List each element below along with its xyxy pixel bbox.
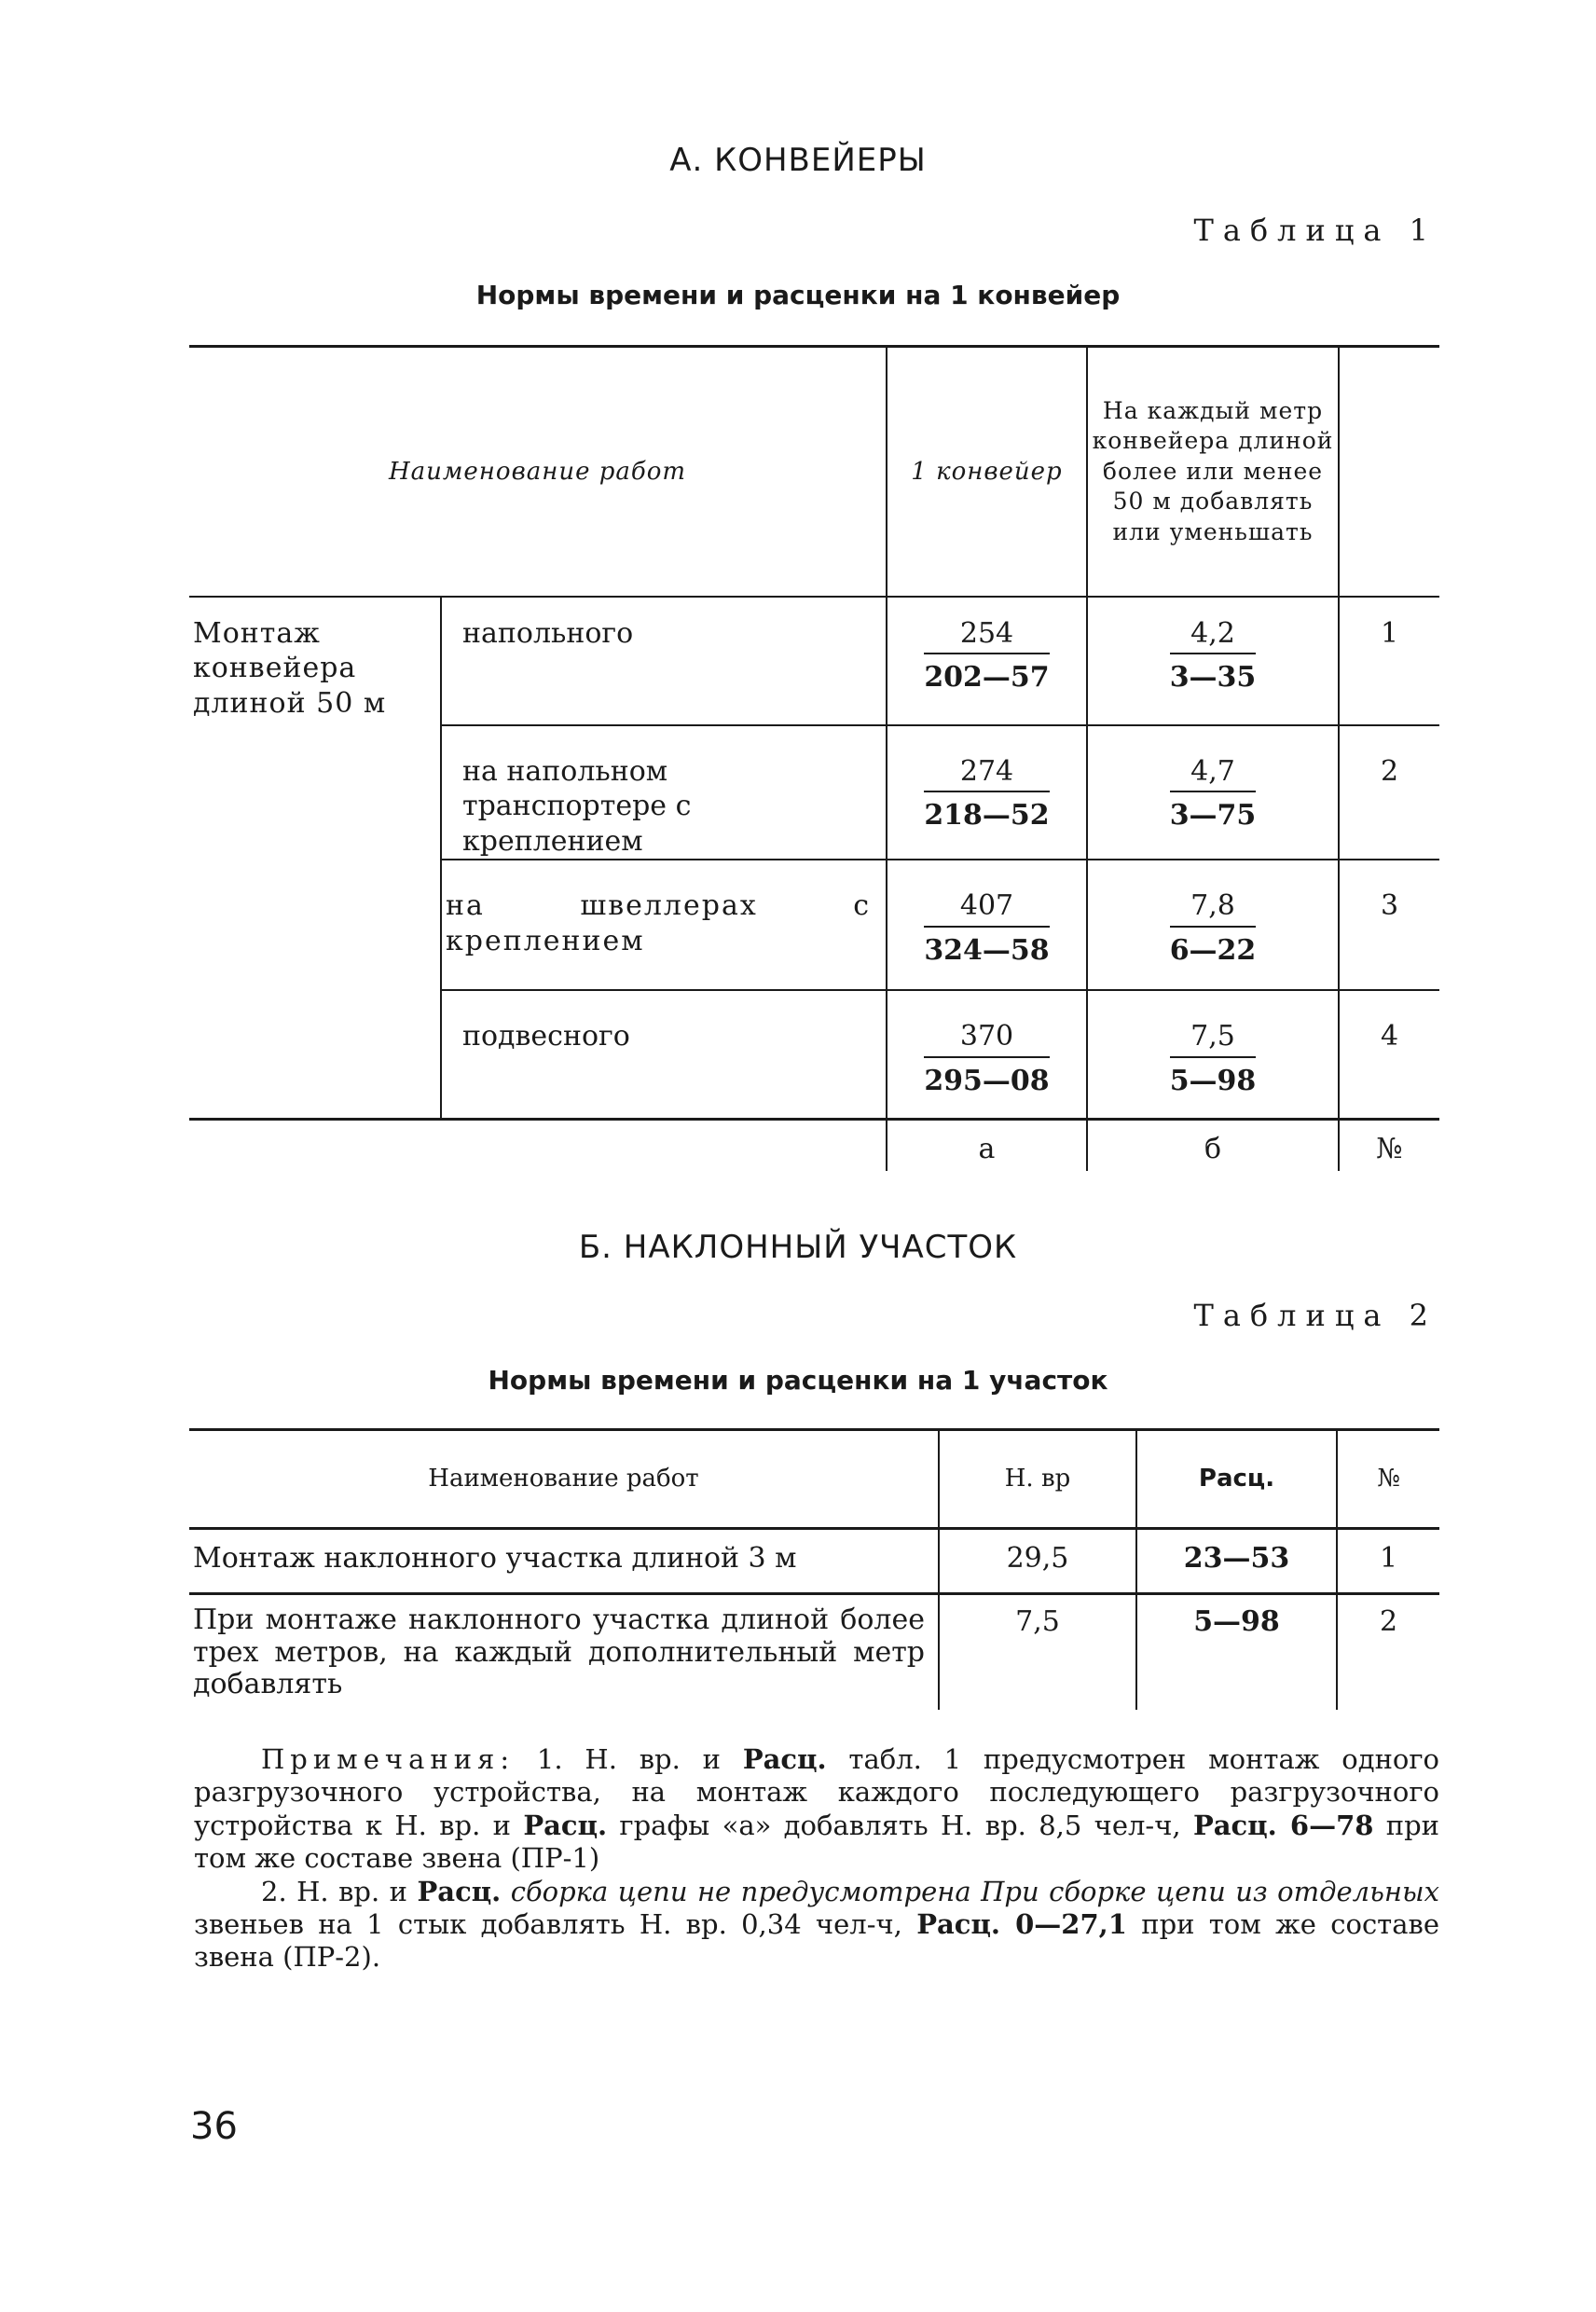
t2-row-2-name: При монтаже наклонного участка длиной более трех метров, на каждый дополнительный метр добавлять — [189, 1594, 939, 1710]
row-4-b-den: 5—98 — [1169, 1064, 1257, 1097]
row-2-a-den: 218—52 — [924, 799, 1050, 832]
note-1-part-g: при том же составе звена (ПР-1) — [194, 1809, 1439, 1875]
table-2-caption: Нормы времени и расценки на 1 участок — [488, 1365, 1108, 1396]
footer-no: № — [1376, 1132, 1403, 1165]
table-1-caption: Нормы времени и расценки на 1 конвейер — [475, 280, 1121, 310]
note-1-part-e: графы «а» добавлять Н. вр. 8,5 чел-ч, — [607, 1809, 1193, 1841]
row-3-a-num: 407 — [924, 888, 1049, 928]
table-1 — [189, 345, 1439, 1171]
t2-header-rasc: Расц. — [1136, 1430, 1337, 1529]
header-col-a: 1 конвейер — [887, 347, 1087, 597]
section-a-title: А. КОНВЕЙЕРЫ — [669, 142, 927, 179]
note-1-part-c: табл. 1 предусмотрен монтаж одного разгрузочного устройства, на монтаж каждого последующего разгрузочного устройства к Н. вр. и — [194, 1743, 1440, 1841]
row-3-name: на швеллерах с креплением — [441, 860, 887, 990]
row-3-b-num: 7,8 — [1170, 888, 1257, 928]
section-b-title: Б. НАКЛОННЫЙ УЧАСТОК — [578, 1229, 1018, 1266]
row-1-a-num: 254 — [924, 616, 1049, 655]
row-1-a-den: 202—57 — [924, 661, 1050, 694]
table-2-label: Таблица 2 — [1193, 1298, 1438, 1333]
row-3-no: 3 — [1339, 860, 1439, 990]
page-number: 36 — [190, 2105, 238, 2148]
row-4-name: подвесного — [441, 990, 887, 1119]
row-4-col-b — [1087, 990, 1339, 1119]
note-1 — [194, 1743, 1439, 1876]
t2-row-1-nvr: 29,5 — [939, 1529, 1136, 1594]
note-2-part-b: Расц. — [417, 1875, 502, 1907]
row-1-b-den: 3—35 — [1169, 661, 1257, 694]
note-2 — [194, 1876, 1439, 1975]
row-1-no: 1 — [1339, 597, 1439, 725]
table-2 — [189, 1428, 1439, 1710]
t2-header-work-name: Наименование работ — [189, 1430, 939, 1529]
row-2-no: 2 — [1339, 725, 1439, 860]
notes-heading: Примечания: — [261, 1743, 516, 1775]
t2-row-1-no: 1 — [1379, 1542, 1398, 1575]
note-2-part-c: сборка цепи не предусмотрена При сборке цепи из отдельных — [501, 1875, 1439, 1907]
row-1-name: напольного — [441, 597, 887, 725]
t2-row-2-nvr: 7,5 — [939, 1594, 1136, 1710]
t2-row-2-no: 2 — [1379, 1605, 1398, 1638]
row-2-b-num: 4,7 — [1170, 754, 1257, 793]
header-col-b: На каждый метр конвейера длиной более или менее 50 м добавлять или уменьшать — [1087, 347, 1339, 597]
row-1-col-a — [887, 597, 1087, 725]
note-1-part-d: Расц. — [523, 1809, 608, 1841]
note-2-part-e: Расц. 0—27,1 — [916, 1907, 1127, 1940]
row-2-name: на напольном транспортере с креплением — [441, 725, 887, 860]
row-4-b-num: 7,5 — [1170, 1019, 1257, 1058]
row-3-b-den: 6—22 — [1169, 933, 1257, 967]
row-2-col-b — [1087, 725, 1339, 860]
t2-header-no: № — [1377, 1465, 1400, 1493]
row-1-col-b — [1087, 597, 1339, 725]
note-1-part-f: Расц. 6—78 — [1192, 1809, 1374, 1841]
row-3-a-den: 324—58 — [924, 933, 1050, 967]
header-work-name: Наименование работ — [189, 347, 887, 597]
row-1-b-num: 4,2 — [1170, 616, 1257, 655]
t2-header-nvr: Н. вр — [939, 1430, 1136, 1529]
note-2-part-d: звеньев на 1 стык добавлять Н. вр. 0,34 чел-ч, — [194, 1907, 917, 1940]
t2-row-1-rasc: 23—53 — [1136, 1529, 1337, 1594]
note-1-part-a: 1. Н. вр. и — [536, 1743, 743, 1775]
note-2-part-f: при том же составе звена (ПР-2). — [194, 1907, 1440, 1974]
t2-row-1-name: Монтаж наклонного участка длиной 3 м — [189, 1529, 939, 1594]
footer-col-a: а — [887, 1119, 1087, 1171]
group-label: Монтаж конвейера длиной 50 м — [189, 597, 441, 1120]
row-2-col-a — [887, 725, 1087, 860]
table-1-label: Таблица 1 — [1193, 213, 1438, 248]
note-2-part-a: 2. Н. вр. и — [261, 1875, 418, 1907]
row-2-b-den: 3—75 — [1169, 799, 1257, 832]
row-4-no: 4 — [1380, 1020, 1399, 1053]
row-4-a-den: 295—08 — [924, 1064, 1050, 1097]
row-4-col-a — [887, 990, 1087, 1119]
note-1-part-b: Расц. — [742, 1743, 827, 1775]
row-2-a-num: 274 — [924, 754, 1049, 793]
footer-col-b: б — [1087, 1119, 1339, 1171]
row-4-a-num: 370 — [924, 1019, 1049, 1058]
row-3-col-a — [887, 860, 1087, 990]
t2-row-2-rasc: 5—98 — [1136, 1594, 1337, 1710]
notes — [194, 1743, 1439, 1975]
row-3-col-b — [1087, 860, 1339, 990]
